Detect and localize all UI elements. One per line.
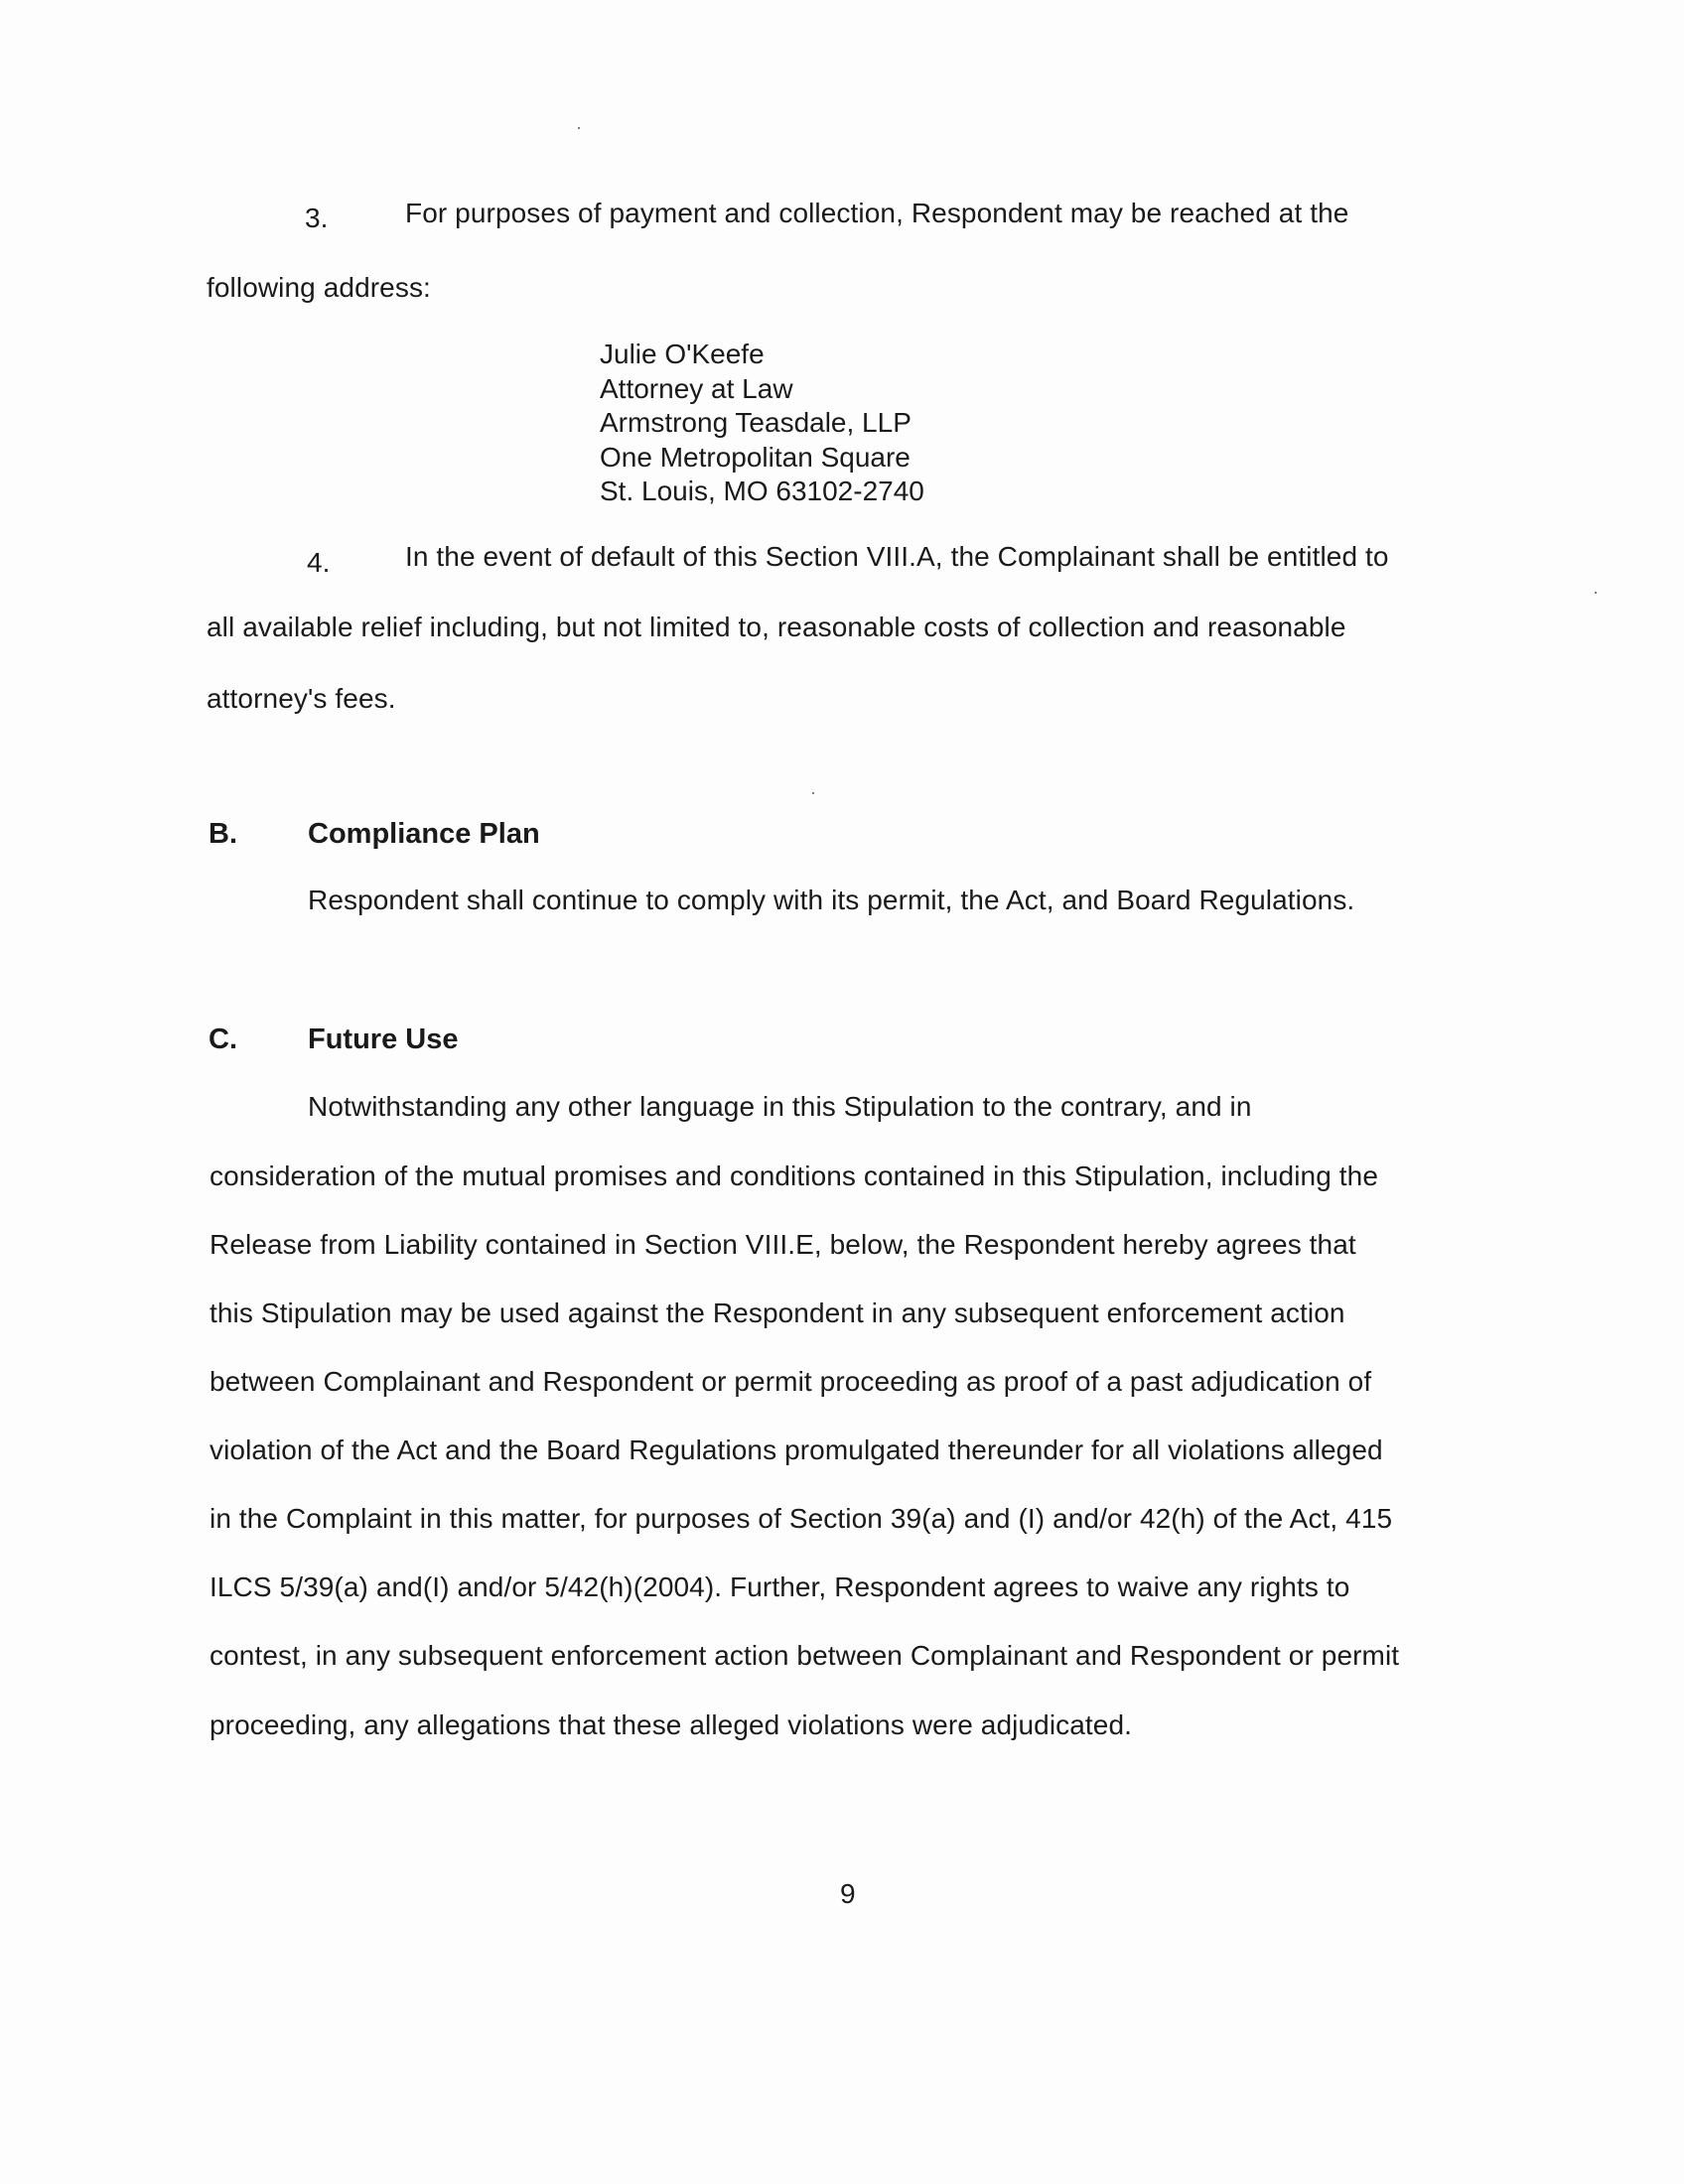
item-4-line-3: attorney's fees. [207,683,396,714]
section-c-line: this Stipulation may be used against the Respondent in any subsequent enforcement action [210,1297,1345,1328]
scan-speck [812,792,814,794]
section-c-line: violation of the Act and the Board Regulations promulgated thereunder for all violations alleged [210,1434,1383,1465]
item-4-line-2: all available relief including, but not limited to, reasonable costs of collection and reasonable [207,612,1346,642]
item-3-line-2: following address: [207,272,431,303]
section-c-letter: C. [209,1024,237,1055]
section-c-line: Notwithstanding any other language in this Stipulation to the contrary, and in [308,1091,1252,1122]
section-c-line: consideration of the mutual promises and conditions contained in this Stipulation, including the [210,1160,1378,1191]
page-number: 9 [840,1878,856,1909]
section-c-title: Future Use [308,1024,459,1055]
address-firm: Armstrong Teasdale, LLP [600,407,912,438]
section-b-body: Respondent shall continue to comply with its permit, the Act, and Board Regulations. [308,885,1355,915]
section-c-line: ILCS 5/39(a) and(I) and/or 5/42(h)(2004). Further, Respondent agrees to waive any rights to [210,1571,1350,1602]
address-city: St. Louis, MO 63102-2740 [600,476,924,506]
item-4-number: 4. [307,547,331,578]
section-c-line: proceeding, any allegations that these alleged violations were adjudicated. [210,1709,1133,1740]
section-c-line: Release from Liability contained in Section VIII.E, below, the Respondent hereby agrees that [210,1229,1356,1260]
item-3-line-1: For purposes of payment and collection, Respondent may be reached at the [405,198,1349,228]
item-3-number: 3. [305,203,329,233]
scan-speck [1595,592,1597,594]
scan-speck [578,127,580,129]
section-c-line: between Complainant and Respondent or permit proceeding as proof of a past adjudication of [210,1366,1372,1397]
address-name: Julie O'Keefe [600,339,765,369]
section-b-title: Compliance Plan [308,818,540,850]
address-block [600,338,924,509]
section-c-line: in the Complaint in this matter, for purposes of Section 39(a) and (I) and/or 42(h) of the Act, 415 [210,1503,1393,1534]
address-street: One Metropolitan Square [600,441,911,473]
section-c-line: contest, in any subsequent enforcement action between Complainant and Respondent or permit [210,1640,1400,1671]
item-4-line-1: In the event of default of this Section VIII.A, the Complainant shall be entitled to [405,541,1389,572]
section-b-letter: B. [209,818,237,850]
address-title: Attorney at Law [600,372,793,404]
